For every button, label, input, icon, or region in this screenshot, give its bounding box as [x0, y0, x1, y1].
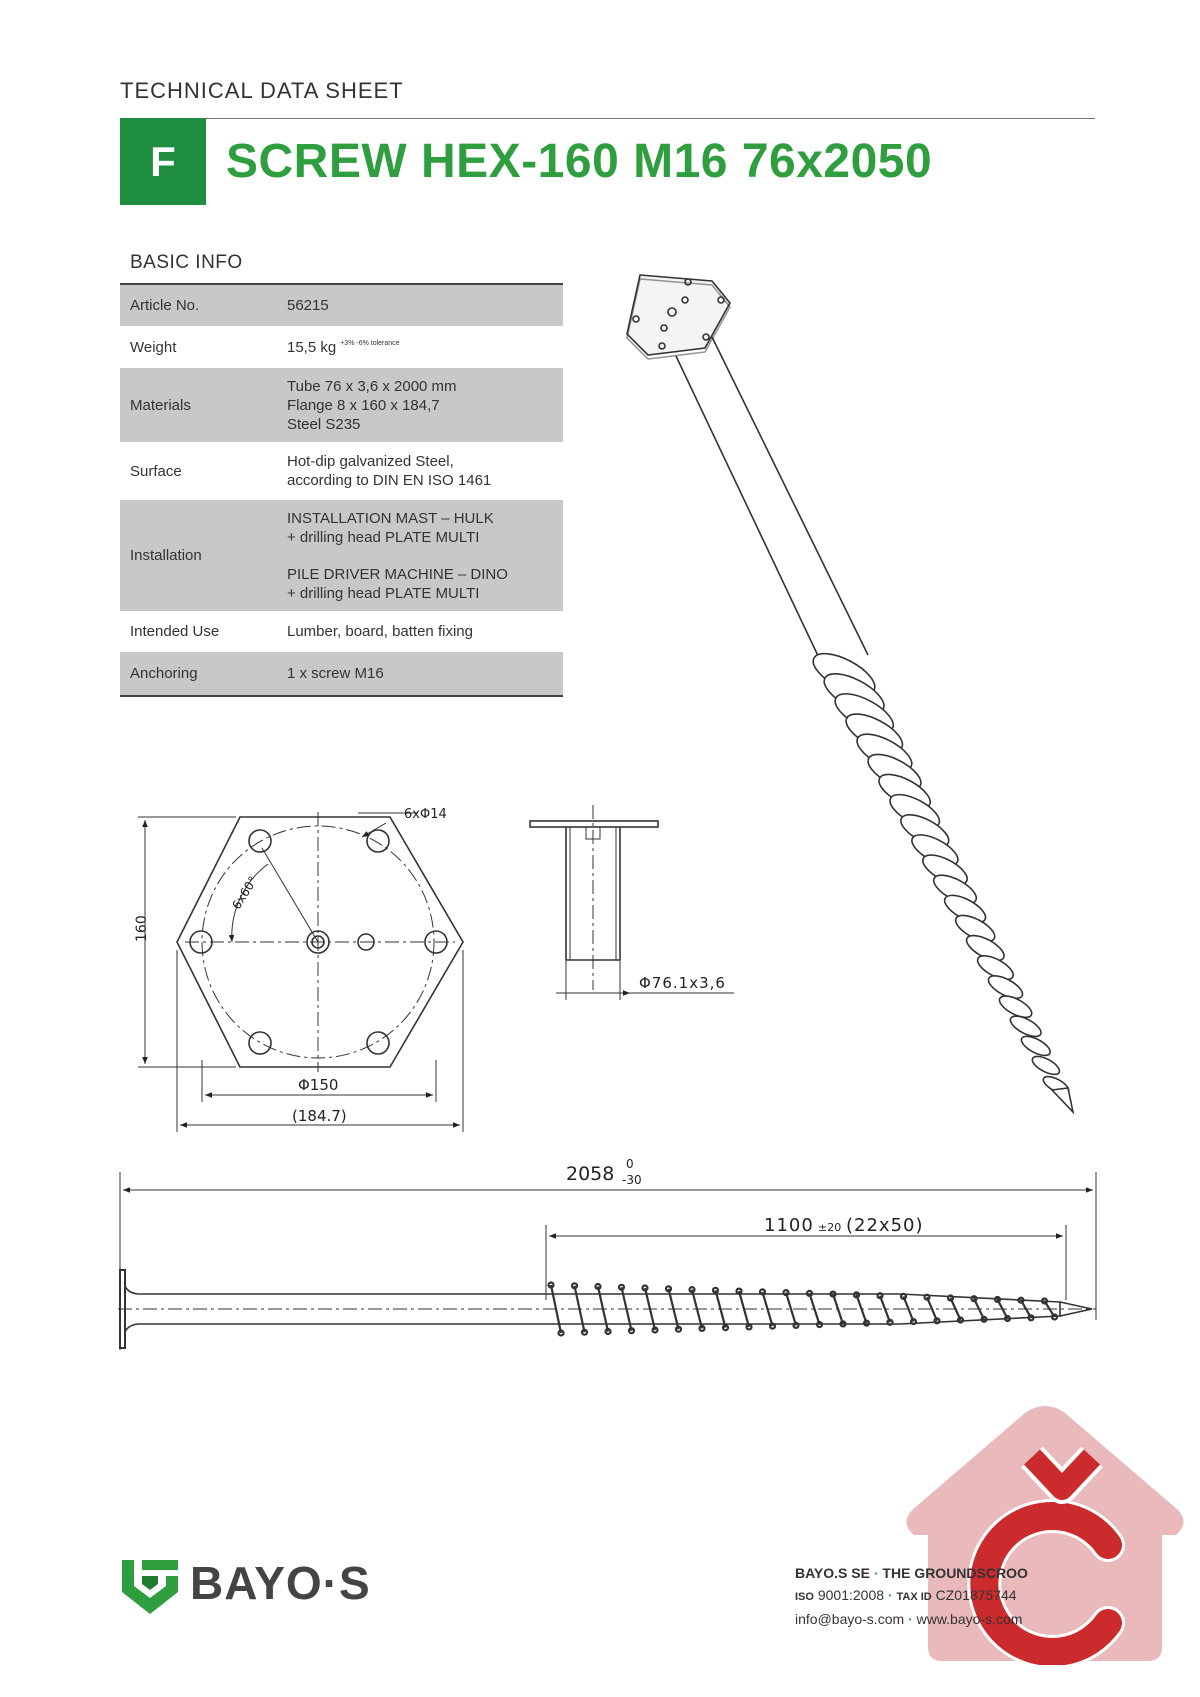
company-email[interactable]: info@bayo-s.com: [795, 1611, 905, 1627]
weight-tolerance: +3% -6% tolerance: [340, 339, 400, 347]
company-tagline: THE GROUNDSCROO: [882, 1565, 1028, 1581]
isometric-screw-tip: [1052, 1088, 1073, 1112]
total-length-tol-upper: 0: [626, 1157, 634, 1171]
row-label: Installation: [130, 547, 202, 564]
row-value: 1 x screw M16: [287, 665, 384, 682]
tax-label: TAX ID: [896, 1591, 932, 1603]
row-label: Intended Use: [130, 623, 220, 640]
flat-width-dimension: (184.7): [292, 1107, 347, 1125]
category-badge: F: [120, 118, 206, 205]
row-value: Tube 76 x 3,6 x 2000 mm: [287, 377, 457, 395]
row-value: Flange 8 x 160 x 184,7: [287, 396, 440, 414]
total-length-dimension: 2058: [566, 1163, 615, 1185]
thread-spec-dimension: (22x50): [846, 1215, 924, 1236]
row-value: PILE DRIVER MACHINE – DINO: [287, 565, 508, 583]
row-value: Steel S235: [287, 415, 361, 433]
company-website[interactable]: www.bayo-s.com: [916, 1611, 1023, 1627]
row-value: 56215: [287, 297, 329, 314]
thread-turn: [833, 1294, 843, 1324]
bayos-shield-logo-icon: [120, 1556, 180, 1616]
brand-name: BAYO·S: [190, 1557, 371, 1609]
isometric-screw-illustration: [627, 275, 868, 660]
row-value: + drilling head PLATE MULTI: [287, 584, 480, 602]
row-label: Anchoring: [130, 665, 198, 682]
row-value: INSTALLATION MAST – HULK: [287, 509, 494, 527]
row-label: Article No.: [130, 297, 200, 314]
row-label: Surface: [130, 462, 182, 480]
circle-diameter-dimension: Φ150: [298, 1076, 339, 1094]
row-value: according to DIN EN ISO 1461: [287, 472, 492, 489]
row-value: Lumber, board, batten fixing: [287, 623, 473, 640]
thread-turn: [857, 1295, 867, 1323]
thread-coil: [1030, 1053, 1062, 1078]
holes-dimension: 6xΦ14: [404, 807, 447, 822]
row-value: Hot-dip galvanized Steel,: [287, 453, 454, 470]
row-value: 15,5 kg: [287, 338, 337, 356]
total-length-tol-lower: -30: [622, 1173, 642, 1187]
row-value: + drilling head PLATE MULTI: [287, 528, 480, 546]
height-dimension: 160: [134, 915, 150, 942]
thread-length-dimension: 1100: [764, 1215, 814, 1236]
thread-length-tolerance: ±20: [818, 1221, 842, 1234]
product-title: SCREW HEX-160 M16 76x2050: [226, 135, 933, 188]
iso-value: 9001:2008: [817, 1587, 885, 1603]
row-label: Materials: [130, 396, 191, 414]
document-type: TECHNICAL DATA SHEET: [120, 78, 404, 103]
iso-label: ISO: [795, 1591, 814, 1603]
basic-info-heading: BASIC INFO: [130, 252, 243, 273]
company-name: BAYO.S SE: [795, 1565, 870, 1581]
company-info: BAYO.S SE · THE GROUNDSCROO ISO 9001:2008 · TAX ID CZ01875744 info@bayo-s.com · www.bayo-s.com: [795, 1565, 1028, 1627]
tube-diameter-dimension: Φ76.1x3,6: [639, 974, 726, 992]
angle-dimension: 6x60°: [229, 873, 261, 912]
tax-value: CZ01875744: [935, 1587, 1017, 1603]
flange-side-view: [530, 805, 734, 1000]
isometric-screw-thread: [807, 645, 1071, 1096]
row-label: Weight: [130, 338, 177, 356]
